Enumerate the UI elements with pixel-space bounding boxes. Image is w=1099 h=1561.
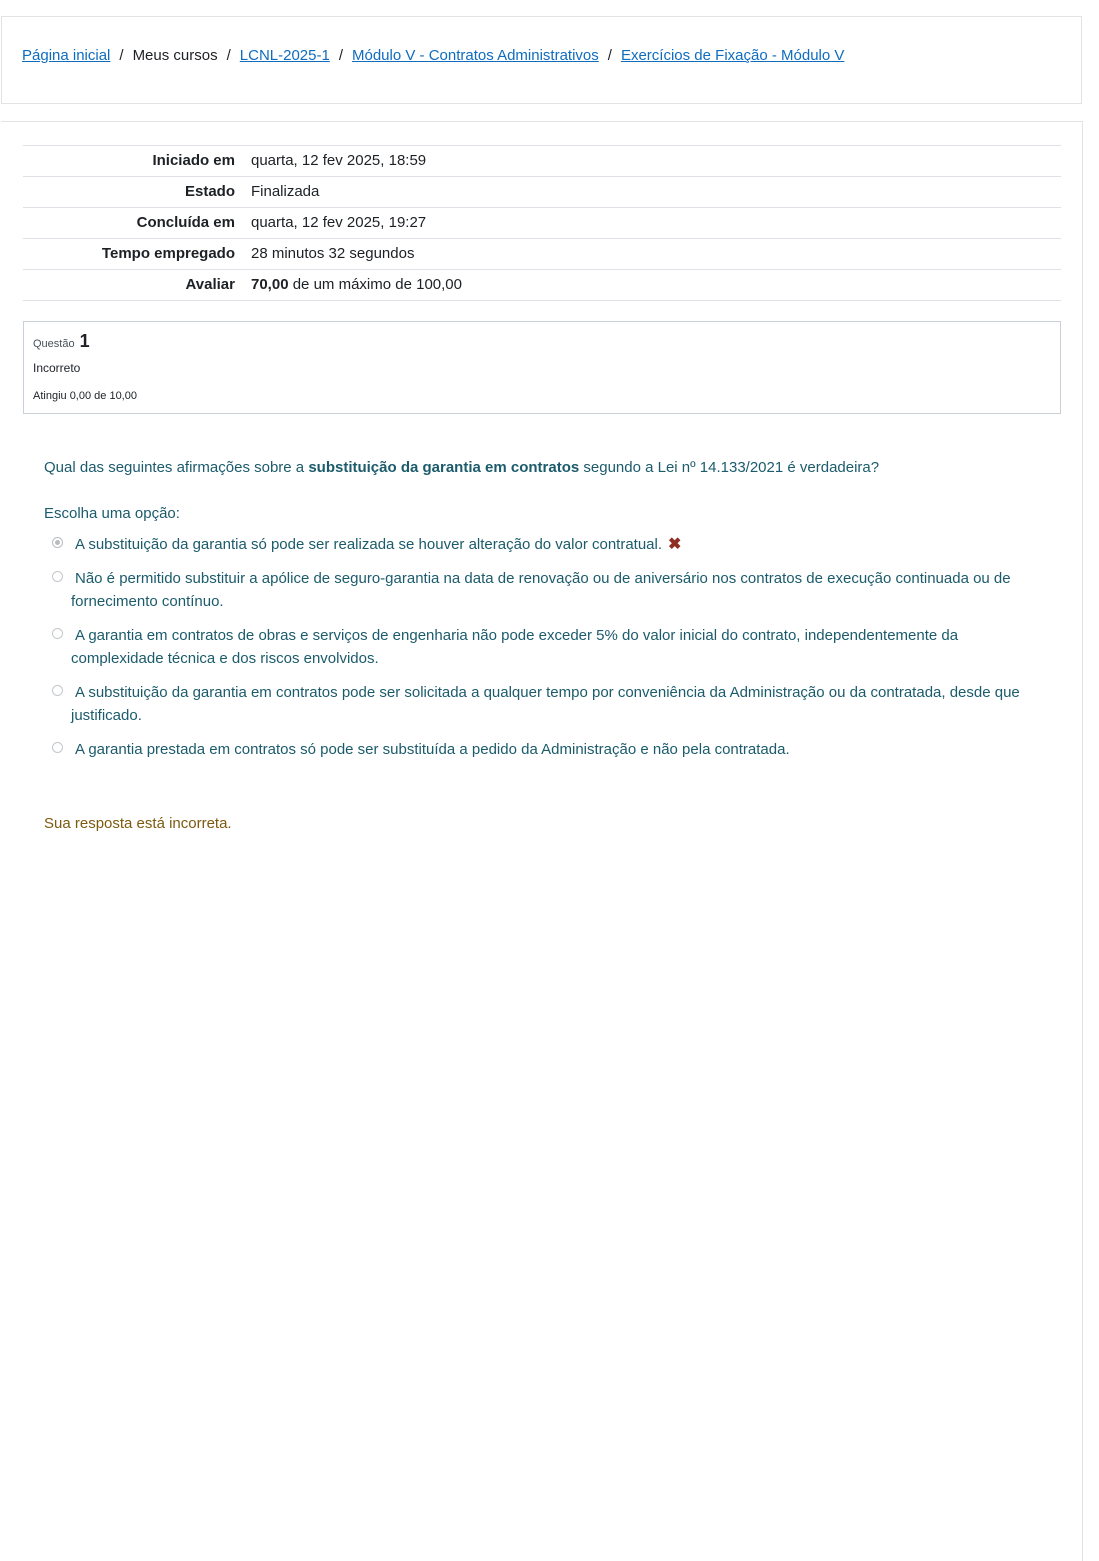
answer-option[interactable] (52, 681, 1037, 727)
started-value: quarta, 12 fev 2025, 18:59 (251, 152, 427, 169)
answer-prompt: Escolha uma opção: (44, 505, 180, 522)
question-text-after: segundo a Lei nº 14.133/2021 é verdadeira? (579, 459, 880, 476)
breadcrumb-separator: / (338, 47, 343, 64)
state-label: Estado (184, 183, 235, 200)
breadcrumb-course-link[interactable]: LCNL-2025-1 (239, 47, 330, 64)
summary-row-time (23, 239, 1061, 270)
question-label: Questão (33, 338, 75, 350)
grade-score: 70,00 (251, 276, 289, 293)
answer-options (52, 533, 1037, 772)
state-value: Finalizada (251, 183, 320, 200)
question-grade: Atingiu 0,00 de 10,00 (33, 390, 137, 402)
question-state: Incorreto (33, 361, 81, 375)
grade-value (243, 270, 1061, 301)
radio-checked-icon[interactable] (52, 537, 63, 548)
breadcrumb-quiz-link[interactable]: Exercícios de Fixação - Módulo V (620, 47, 845, 64)
answer-option-label: Não é permitido substituir a apólice de seguro-garantia na data de renovação ou de aniversário nos contratos de execução continuada ou de fornecimento contínuo. (71, 570, 1011, 610)
answer-option-label: A substituição da garantia só pode ser realizada se houver alteração do valor contratual. (75, 536, 663, 553)
radio-icon[interactable] (52, 685, 63, 696)
started-label: Iniciado em (152, 152, 235, 169)
grade-suffix: de um máximo de 100,00 (288, 276, 462, 293)
radio-icon[interactable] (52, 628, 63, 639)
breadcrumb-my-courses: Meus cursos (132, 47, 218, 64)
question-number (33, 331, 90, 352)
question-text-before: Qual das seguintes afirmações sobre a (44, 459, 309, 476)
breadcrumb-separator: / (226, 47, 231, 64)
time-label: Tempo empregado (101, 245, 235, 262)
time-value: 28 minutos 32 segundos (251, 245, 415, 262)
incorrect-x-icon: ✖ (668, 536, 682, 553)
answer-option[interactable] (52, 624, 1037, 670)
breadcrumb (22, 46, 844, 66)
radio-icon[interactable] (52, 571, 63, 582)
question-number-value: 1 (79, 331, 90, 351)
answer-option[interactable] (52, 533, 1037, 556)
breadcrumb-separator: / (607, 47, 612, 64)
summary-row-completed (23, 208, 1061, 239)
answer-option-label: A garantia em contratos de obras e serviços de engenharia não pode exceder 5% do valor inicial do contrato, independentemente da complexidade técnica e dos riscos envolvidos. (71, 627, 959, 667)
answer-option-label: A substituição da garantia em contratos pode ser solicitada a qualquer tempo por conveniência da Administração ou da contratada, desde que justificado. (71, 684, 1020, 724)
breadcrumb-module-link[interactable]: Módulo V - Contratos Administrativos (352, 47, 599, 64)
answer-feedback: Sua resposta está incorreta. (44, 815, 232, 832)
question-text (44, 457, 1034, 479)
answer-option[interactable] (52, 567, 1037, 613)
completed-label: Concluída em (136, 214, 235, 231)
attempt-summary-table (23, 145, 1061, 301)
summary-row-started (23, 146, 1061, 177)
question-info-box (23, 321, 1061, 414)
radio-icon[interactable] (52, 742, 63, 753)
breadcrumb-separator: / (119, 47, 124, 64)
grade-label: Avaliar (185, 276, 235, 293)
answer-option[interactable] (52, 738, 1037, 761)
answer-option-label: A garantia prestada em contratos só pode ser substituída a pedido da Administração e não pela contratada. (75, 741, 790, 758)
summary-row-grade (23, 270, 1061, 301)
summary-row-state (23, 177, 1061, 208)
breadcrumb-home-link[interactable]: Página inicial (22, 47, 111, 64)
question-text-bold: substituição da garantia em contratos (308, 459, 580, 476)
completed-value: quarta, 12 fev 2025, 19:27 (251, 214, 427, 231)
